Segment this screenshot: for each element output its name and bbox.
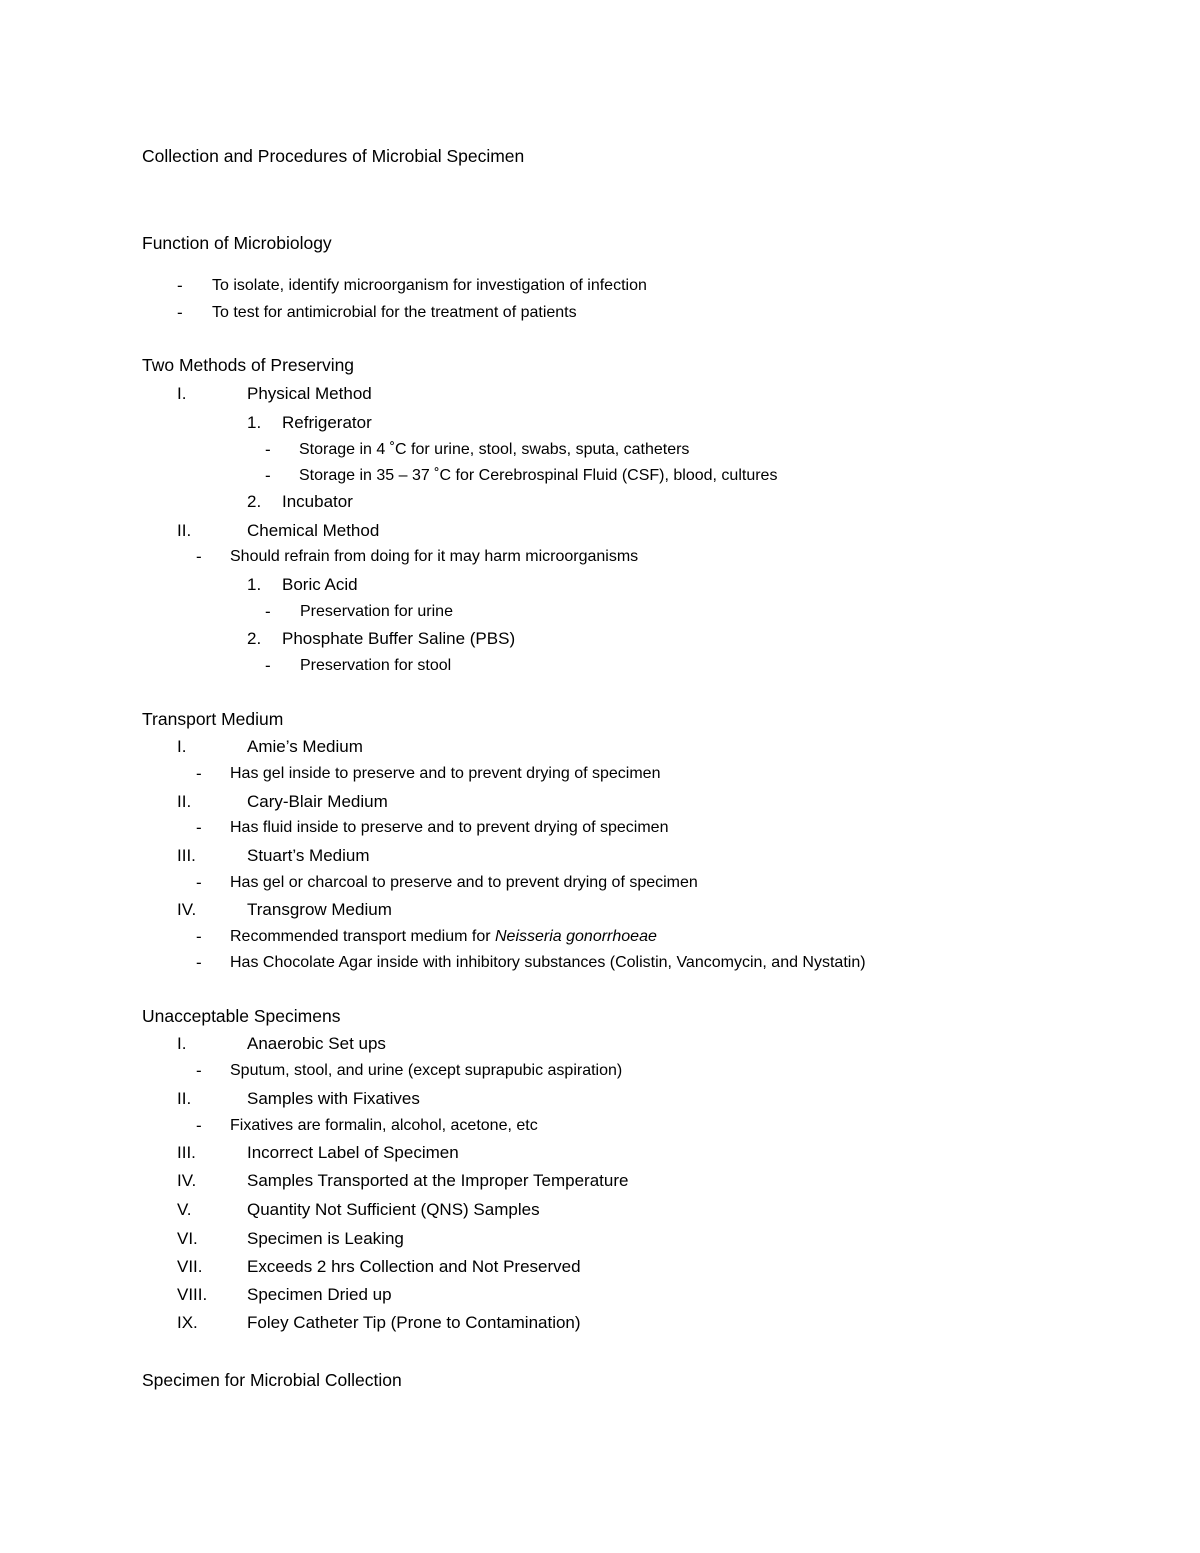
bullet-dash: - xyxy=(177,303,183,322)
unacceptable-item: Exceeds 2 hrs Collection and Not Preserved xyxy=(247,1257,581,1276)
list-number: II. xyxy=(177,1089,192,1108)
unacceptable-item: Specimen Dried up xyxy=(247,1285,392,1304)
bullet-dash: - xyxy=(196,873,202,892)
bullet-dash: - xyxy=(196,1061,202,1080)
transport-item-cary-blair: Cary-Blair Medium xyxy=(247,792,388,811)
chemical-note: Should refrain from doing for it may harm microorganisms xyxy=(230,548,639,565)
list-number: 2. xyxy=(247,629,262,648)
fixatives-note: Fixatives are formalin, alcohol, acetone, etc xyxy=(230,1117,538,1134)
list-number: III. xyxy=(177,1143,196,1162)
list-number: 2. xyxy=(247,492,262,511)
transport-item-stuart: Stuart’s Medium xyxy=(247,846,370,865)
unacceptable-item: Samples with Fixatives xyxy=(247,1089,420,1108)
stuart-note: Has gel or charcoal to preserve and to prevent drying of specimen xyxy=(230,874,698,891)
section-heading-preserving: Two Methods of Preserving xyxy=(142,355,355,375)
section-heading-collection: Specimen for Microbial Collection xyxy=(142,1370,402,1390)
document-title: Collection and Procedures of Microbial Specimen xyxy=(142,146,525,166)
bullet-dash: - xyxy=(265,656,271,675)
bullet-dash: - xyxy=(265,602,271,621)
unacceptable-item: Incorrect Label of Specimen xyxy=(247,1143,459,1162)
section-heading-unacceptable: Unacceptable Specimens xyxy=(142,1006,341,1026)
boric-acid-bullet: Preservation for urine xyxy=(300,603,453,620)
list-number: V. xyxy=(177,1200,192,1219)
list-number: III. xyxy=(177,846,196,865)
bullet-dash: - xyxy=(196,818,202,837)
unacceptable-item: Specimen is Leaking xyxy=(247,1229,404,1248)
section-heading-transport: Transport Medium xyxy=(142,709,284,729)
function-bullet-1: To isolate, identify microorganism for investigation of infection xyxy=(212,277,647,294)
unacceptable-item: Quantity Not Sufficient (QNS) Samples xyxy=(247,1200,540,1219)
list-number: IX. xyxy=(177,1313,198,1332)
unacceptable-item: Foley Catheter Tip (Prone to Contamination) xyxy=(247,1313,581,1332)
bullet-dash: - xyxy=(265,466,271,485)
function-bullet-2: To test for antimicrobial for the treatment of patients xyxy=(212,304,577,321)
refrigerator-bullet-1: Storage in 4 ˚C for urine, stool, swabs, sputa, catheters xyxy=(299,441,690,458)
pbs-label: Phosphate Buffer Saline (PBS) xyxy=(282,629,516,648)
unacceptable-item: Samples Transported at the Improper Temperature xyxy=(247,1171,629,1190)
list-number: I. xyxy=(177,384,187,403)
list-number: VIII. xyxy=(177,1285,208,1304)
bullet-dash: - xyxy=(265,440,271,459)
list-number: II. xyxy=(177,521,192,540)
list-number: I. xyxy=(177,1034,187,1053)
bullet-dash: - xyxy=(196,953,202,972)
list-number: VII. xyxy=(177,1257,203,1276)
bullet-dash: - xyxy=(196,927,202,946)
section-heading-function: Function of Microbiology xyxy=(142,233,332,253)
list-number: II. xyxy=(177,792,192,811)
list-number: 1. xyxy=(247,413,262,432)
refrigerator-bullet-2: Storage in 35 – 37 ˚C for Cerebrospinal Fluid (CSF), blood, cultures xyxy=(299,467,778,484)
boric-acid-label: Boric Acid xyxy=(282,575,358,594)
organism-name: Neisseria gonorrhoeae xyxy=(495,928,657,945)
transgrow-note-1-text: Recommended transport medium for xyxy=(230,928,495,945)
bullet-dash: - xyxy=(196,1116,202,1135)
chemical-method-label: Chemical Method xyxy=(247,521,380,540)
amie-note: Has gel inside to preserve and to prevent drying of specimen xyxy=(230,765,661,782)
list-number: VI. xyxy=(177,1229,198,1248)
transport-item-transgrow: Transgrow Medium xyxy=(247,900,392,919)
transgrow-note-2: Has Chocolate Agar inside with inhibitory substances (Colistin, Vancomycin, and Nystatin) xyxy=(230,954,866,971)
unacceptable-item: Anaerobic Set ups xyxy=(247,1034,386,1053)
list-number: 1. xyxy=(247,575,262,594)
refrigerator-label: Refrigerator xyxy=(282,413,372,432)
physical-method-label: Physical Method xyxy=(247,384,372,403)
bullet-dash: - xyxy=(177,276,183,295)
bullet-dash: - xyxy=(196,764,202,783)
list-number: I. xyxy=(177,737,187,756)
list-number: IV. xyxy=(177,900,197,919)
transport-item-amie: Amie’s Medium xyxy=(247,737,363,756)
bullet-dash: - xyxy=(196,547,202,566)
cary-blair-note: Has fluid inside to preserve and to prevent drying of specimen xyxy=(230,819,669,836)
incubator-label: Incubator xyxy=(282,492,353,511)
list-number: IV. xyxy=(177,1171,197,1190)
pbs-bullet: Preservation for stool xyxy=(300,657,452,674)
transgrow-note-1 xyxy=(230,926,657,948)
anaerobic-note: Sputum, stool, and urine (except suprapubic aspiration) xyxy=(230,1062,623,1079)
